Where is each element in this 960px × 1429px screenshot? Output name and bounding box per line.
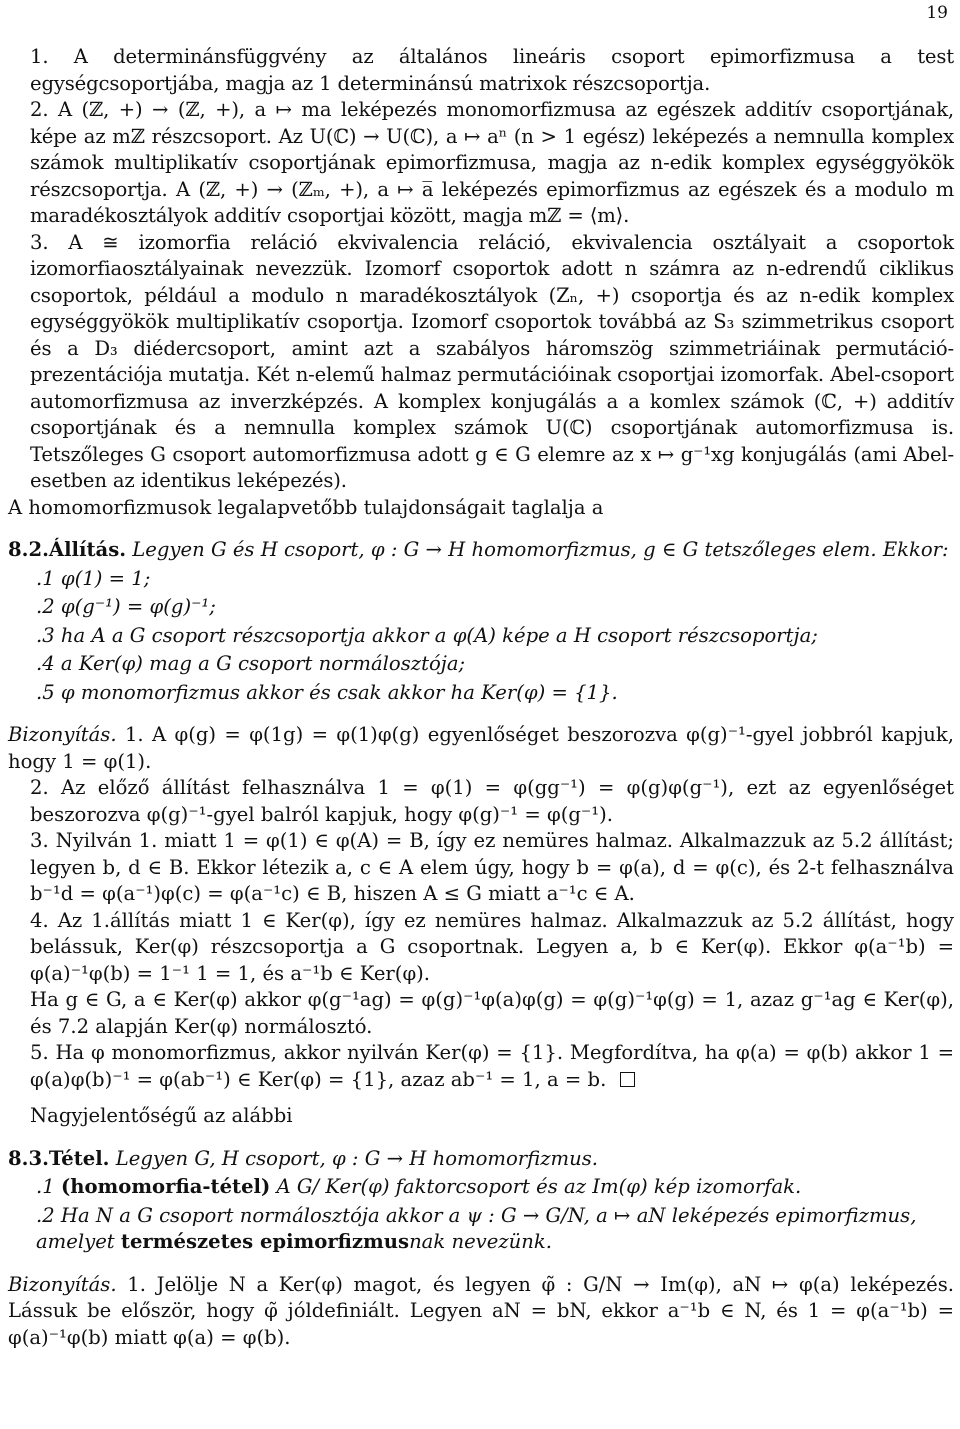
theorem-item-2-bold: természetes epimorfizmus <box>120 1230 410 1253</box>
proof-part-5 <box>8 1040 954 1093</box>
proof-text-5: 5. Ha φ monomorfizmus, akkor nyilván Ker(φ) = {1}. Megfordítva, ha φ(a) = φ(b) akkor 1 = φ(a)φ(b)⁻¹ = φ(ab⁻¹) ∈ Ker(φ) = {1}, azaz ab⁻¹ = 1, a = b. <box>30 1041 954 1091</box>
statement-text: Legyen G és H csoport, φ : G → H homomorfizmus, g ∈ G tetszőleges elem. Ekkor: <box>132 538 949 561</box>
proof-8-3-label: Bizonyítás. <box>8 1272 117 1296</box>
theorem-text: Legyen G, H csoport, φ : G → H homomorfizmus. <box>115 1146 599 1170</box>
theorem-item-2-text: .2 Ha N a G csoport normálosztója akkor a ψ : G → G/N, a ↦ aN leképezés epimorfizmus, amelyet <box>36 1203 917 1253</box>
statement-item-2: .2 φ(g⁻¹) = φ(g)⁻¹; <box>36 595 216 618</box>
theorem-item-1-bold: (homomorfia-tétel) <box>60 1175 271 1198</box>
proof-8-3-text: 1. Jelölje N a Ker(φ) magot, és legyen φ̃ : G/N → Im(φ), aN ↦ φ(a) leképezés. Lássuk be először, hogy φ̃ jóldefiniált. Legyen aN = bN, ekkor a⁻¹b ∈ N, és 1 = φ(a⁻¹b) = φ(a)⁻¹φ(b) miatt φ(a) = φ(b). <box>8 1272 954 1349</box>
proof-part-2: 2. Az előző állítást felhasználva 1 = φ(1) = φ(gg⁻¹) = φ(g)φ(g⁻¹), ezt az egyenlőséget beszorozva φ(g)⁻¹-gyel balról kapjuk, hogy φ(g)⁻¹ = φ(g⁻¹). <box>30 776 954 826</box>
proof-text-1: 1. A φ(g) = φ(1g) = φ(1)φ(g) egyenlőséget beszorozva φ(g)⁻¹-gyel jobbról kapjuk, hogy 1 = φ(1). <box>8 723 954 773</box>
statement-8-2 <box>8 537 954 564</box>
theorem-item-1-text: A G/ Ker(φ) faktorcsoport és az Im(φ) kép izomorfak. <box>276 1175 802 1198</box>
proof-part-3: 3. Nyilván 1. miatt 1 = φ(1) ∈ φ(A) = B, így ez nemüres halmaz. Alkalmazzuk az 5.2 állítást; legyen b, d ∈ B. Ekkor létezik a, c ∈ A elem úgy, hogy b = φ(a), d = φ(c), és 2-t felhasználva b⁻¹d = φ(a⁻¹)φ(c) = φ(a⁻¹c) ∈ B, hiszen A ≤ G miatt a⁻¹c ∈ A. <box>30 829 954 905</box>
statement-item-3: .3 ha A a G csoport részcsoportja akkor a φ(A) képe a H csoport részcsoportja; <box>36 623 818 647</box>
proof-part-4b: Ha g ∈ G, a ∈ Ker(φ) akkor φ(g⁻¹ag) = φ(g)⁻¹φ(a)φ(g) = φ(g)⁻¹φ(g) = 1, azaz g⁻¹ag ∈ Ker(φ), és 7.2 alapján Ker(φ) normálosztó. <box>30 988 954 1038</box>
statement-label: 8.2.Állítás. <box>8 538 127 561</box>
page-content <box>8 44 954 1351</box>
list-item-1: 1. A determinánsfüggvény az általános lineáris csoport epimorfizmusa a test egységcsoportjába, magja az 1 determinánsú matrixok részcsoportja. <box>30 45 954 95</box>
proof-part-1 <box>8 722 954 775</box>
theorem-item-2-tail: nak nevezünk. <box>409 1230 553 1253</box>
statement-item-1: .1 φ(1) = 1; <box>36 566 151 590</box>
statement-item-4: .4 a Ker(φ) mag a G csoport normálosztója; <box>36 652 466 675</box>
list-item-3: 3. A ≅ izomorfia reláció ekvivalencia reláció, ekvivalencia osztályait a csoportok izomorfiaosztályainak nevezzük. Izomorf csoportok adott n számra az n-edrendű ciklikus csoportok, például a modulo n maradékosztályok (Zₙ, +) csoportja és az n-edik komplex egységgyökök multiplikatív csoportja. Izomorf csoportok továbbá az S₃ szimmetrikus csoport és a D₃ diédercsoport, amint azt a szabályos háromszög szimmetriáinak permutáció-prezentációja mutatja. Két n-elemű halmaz permutációinak csoportjai izomorfak. Abel-csoport automorfizmusa az inverzképzés. A komplex konjugálás a a komlex számok (ℂ, +) additív csoportjának és a nemnulla komplex számok U(ℂ) csoportjának automorfizmusa is. Tetszőleges G csoport automorfizmusa adott g ∈ G elemre az x ↦ g⁻¹xg konjugálás (ami Abel-esetben az identikus leképezés). <box>30 230 954 492</box>
theorem-label: 8.3.Tétel. <box>8 1146 110 1170</box>
intro2-paragraph: Nagyjelentőségű az alábbi <box>30 1104 293 1127</box>
proof-label: Bizonyítás. <box>8 723 117 746</box>
theorem-item-2 <box>8 1203 954 1256</box>
qed-square-icon <box>620 1072 635 1087</box>
theorem-item-1 <box>8 1174 954 1201</box>
theorem-8-3 <box>8 1146 954 1173</box>
theorem-item-1-num: .1 <box>36 1175 55 1198</box>
statement-item-5: .5 φ monomorfizmus akkor és csak akkor ha Ker(φ) = {1}. <box>36 680 618 704</box>
proof-part-4: 4. Az 1.állítás miatt 1 ∈ Ker(φ), így ez nemüres halmaz. Alkalmazzuk az 5.2 állítást, hogy belássuk, Ker(φ) részcsoportja a G csoportnak. Legyen a, b ∈ Ker(φ). Ekkor φ(a⁻¹b) = φ(a)⁻¹φ(b) = 1⁻¹ 1 = 1, és a⁻¹b ∈ Ker(φ). <box>30 908 954 985</box>
proof-8-3 <box>8 1272 954 1352</box>
list-item-2: 2. A (ℤ, +) → (ℤ, +), a ↦ ma leképezés monomorfizmusa az egészek additív csoportjának, képe az mℤ részcsoport. Az U(ℂ) → U(ℂ), a ↦ aⁿ (n > 1 egész) leképezés a nemnulla komplex számok multiplikatív csoportjának epimorfizmusa, magja az n-edik komplex egységgyökök részcsoportja. A (ℤ, +) → (ℤₘ, +), a ↦ a̅ leképezés epimorfizmus az egészek és a modulo m maradékosztályok additív csoportjai között, magja mℤ = ⟨m⟩. <box>30 98 954 227</box>
page-number: 19 <box>926 3 948 23</box>
intro-paragraph: A homomorfizmusok legalapvetőbb tulajdonságait taglalja a <box>8 495 604 519</box>
